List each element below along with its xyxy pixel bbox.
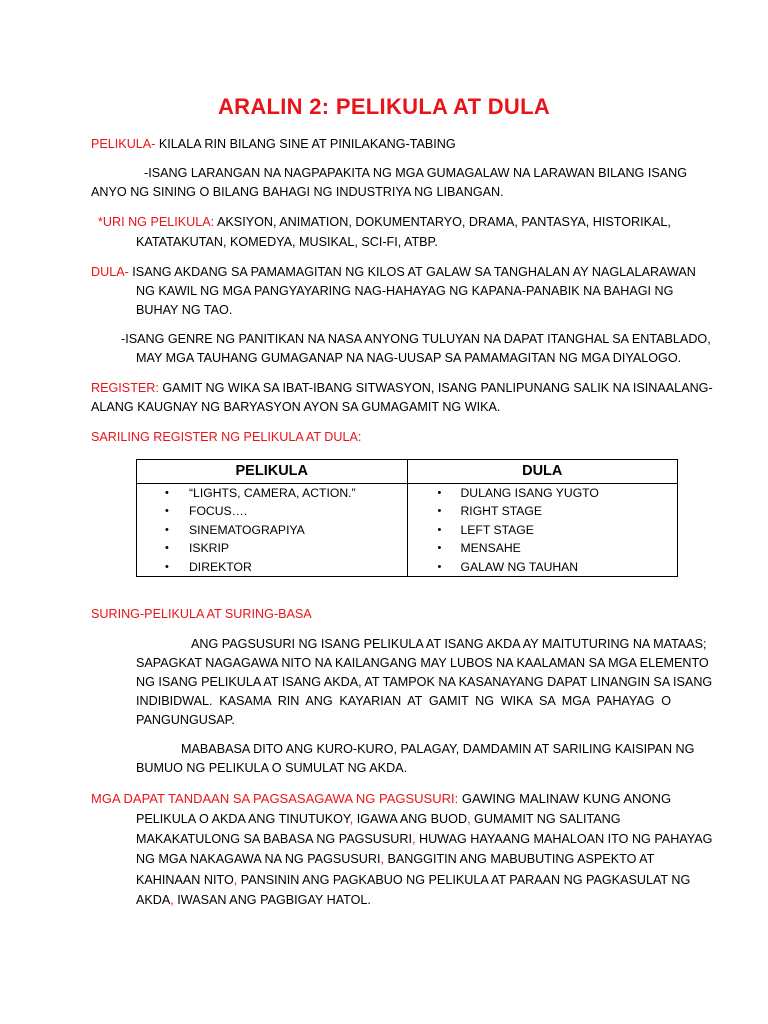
bullet-icon: • bbox=[437, 560, 442, 573]
bullet-icon: • bbox=[437, 523, 442, 536]
bullet-icon: • bbox=[165, 542, 169, 555]
dapat-tandaan-line1: MGA DAPAT TANDAAN SA PAGSASAGAWA NG PAGSUSURI: GAWING MALINAW KUNG ANONG bbox=[91, 791, 672, 806]
dapat-line2: PELIKULA O AKDA ANG TINUTUKOY, IGAWA ANG BUOD, GUMAMIT NG SALITANG bbox=[136, 812, 621, 826]
dula-line1: ISANG AKDANG SA PAMAMAGITAN NG KILOS AT GALAW SA TANGHALAN AY NAGLALARAWAN bbox=[128, 265, 696, 279]
dula-line3: BUHAY NG TAO. bbox=[136, 303, 233, 317]
list-item: • LEFT STAGE bbox=[408, 521, 678, 539]
bullet-icon: • bbox=[165, 505, 169, 518]
suring-para1-line5: PANGUNGUSAP. bbox=[136, 713, 235, 727]
pelikula-def1: KILALA RIN BILANG SINE AT PINILAKANG-TABING bbox=[155, 137, 456, 151]
list-item: • ISKRIP bbox=[137, 539, 407, 557]
uri-line2: KATATAKUTAN, KOMEDYA, MUSIKAL, SCI-FI, ATBP. bbox=[136, 235, 438, 249]
dula-list bbox=[407, 484, 678, 577]
register-line1: GAMIT NG WIKA SA IBAT-IBANG SITWASYON, ISANG PANLIPUNANG SALIK NA ISINAALANG- bbox=[158, 381, 713, 395]
pelikula-def2-line1: -ISANG LARANGAN NA NAGPAPAKITA NG MGA GUMAGALAW NA LARAWAN BILANG ISANG bbox=[144, 166, 688, 180]
list-item: • DULANG ISANG YUGTO bbox=[408, 484, 678, 502]
list-item: • “LIGHTS, CAMERA, ACTION.” bbox=[137, 484, 407, 502]
suring-para1-line4-text: INDIBIDWAL. KASAMA RIN ANG KAYARIAN AT GAMIT NG WIKA SA MGA PAHAYAG O bbox=[136, 694, 672, 708]
bullet-icon: • bbox=[437, 505, 442, 518]
pelikula-list bbox=[137, 484, 408, 577]
pelikula-term: PELIKULA- bbox=[91, 137, 156, 151]
register-line2: ALANG KAUGNAY NG BARYASYON AYON SA GUMAGAMIT NG WIKA. bbox=[91, 400, 501, 414]
table-header-pelikula: PELIKULA bbox=[137, 460, 408, 484]
suring-para2-line2: BUMUO NG PELIKULA O SUMULAT NG AKDA. bbox=[136, 761, 408, 775]
table-header-row bbox=[137, 460, 678, 484]
list-item: • FOCUS…. bbox=[137, 502, 407, 520]
suring-para1-line4 bbox=[136, 692, 677, 711]
list-item: • DIREKTOR bbox=[137, 558, 407, 576]
uri-ng-pelikula bbox=[98, 213, 671, 232]
suring-para1-line2: SAPAGKAT NAGAGAWA NITO NA KAILANGANG MAY LUBOS NA KAALAMAN SA MGA ELEMENTO bbox=[136, 656, 709, 670]
dula-term: DULA- bbox=[91, 265, 129, 279]
dapat-line3: MAKAKATULONG SA BABASA NG PAGSUSURI, HUWAG HAYAANG MAHALOAN ITO NG PAHAYAG bbox=[136, 832, 713, 846]
dapat-line5: KAHINAAN NITO, PANSININ ANG PAGKABUO NG PELIKULA AT PARAAN NG PAGKASULAT NG bbox=[136, 873, 691, 887]
sariling-register-heading: SARILING REGISTER NG PELIKULA AT DULA: bbox=[91, 430, 362, 444]
register-table bbox=[136, 459, 678, 577]
dapat-line6: AKDA, IWASAN ANG PAGBIGAY HATOL. bbox=[136, 893, 371, 907]
table-header-dula: DULA bbox=[407, 460, 678, 484]
table-row bbox=[137, 484, 678, 577]
pelikula-def2-line2: ANYO NG SINING O BILANG BAHAGI NG INDUSTRIYA NG LIBANGAN. bbox=[91, 185, 504, 199]
suring-para2-line1: MABABASA DITO ANG KURO-KURO, PALAGAY, DAMDAMIN AT SARILING KAISIPAN NG bbox=[181, 742, 695, 756]
dula-line2: NG KAWIL NG MGA PANGYAYARING NAG-HAHAYAG NG KAPANA-PANABIK NA BAHAGI NG bbox=[136, 284, 674, 298]
suring-para1-line1: ANG PAGSUSURI NG ISANG PELIKULA AT ISANG AKDA AY MAITUTURING NA MATAAS; bbox=[191, 637, 707, 651]
page-title: ARALIN 2: PELIKULA AT DULA bbox=[217, 94, 551, 119]
dula-def2-line1: -ISANG GENRE NG PANITIKAN NA NASA ANYONG TULUYAN NA DAPAT ITANGHAL SA ENTABLADO, bbox=[121, 332, 711, 346]
register-term: REGISTER: bbox=[91, 381, 159, 395]
list-item: • SINEMATOGRAPIYA bbox=[137, 521, 407, 539]
dapat-line4: NG MGA NAKAGAWA NA NG PAGSUSURI, BANGGITIN ANG MABUBUTING ASPEKTO AT bbox=[136, 852, 655, 866]
uri-line1: AKSIYON, ANIMATION, DOKUMENTARYO, DRAMA, PANTASYA, HISTORIKAL, bbox=[214, 215, 671, 229]
suring-heading: SURING-PELIKULA AT SURING-BASA bbox=[91, 607, 312, 621]
list-item: • GALAW NG TAUHAN bbox=[408, 558, 678, 576]
dula-definition bbox=[91, 263, 696, 282]
uri-term: *URI NG PELIKULA: bbox=[98, 215, 215, 229]
bullet-icon: • bbox=[165, 523, 169, 536]
suring-para1-line3: NG ISANG PELIKULA AT ISANG AKDA, AT TAMPOK NA KASANAYANG DAPAT LINANGIN SA ISANG bbox=[136, 675, 713, 689]
register-definition bbox=[91, 379, 713, 398]
bullet-icon: • bbox=[437, 487, 442, 499]
list-item: • MENSAHE bbox=[408, 539, 678, 557]
dula-def2-line2: MAY MGA TAUHANG GUMAGANAP NA NAG-UUSAP SA PAMAMAGITAN NG MGA DIYALOGO. bbox=[136, 351, 682, 365]
pelikula-definition bbox=[91, 135, 456, 154]
dapat-heading: MGA DAPAT TANDAAN SA PAGSASAGAWA NG PAGSUSURI: bbox=[91, 791, 459, 806]
bullet-icon: • bbox=[165, 487, 169, 499]
bullet-icon: • bbox=[165, 560, 169, 573]
list-item: • RIGHT STAGE bbox=[408, 502, 678, 520]
bullet-icon: • bbox=[437, 542, 442, 555]
